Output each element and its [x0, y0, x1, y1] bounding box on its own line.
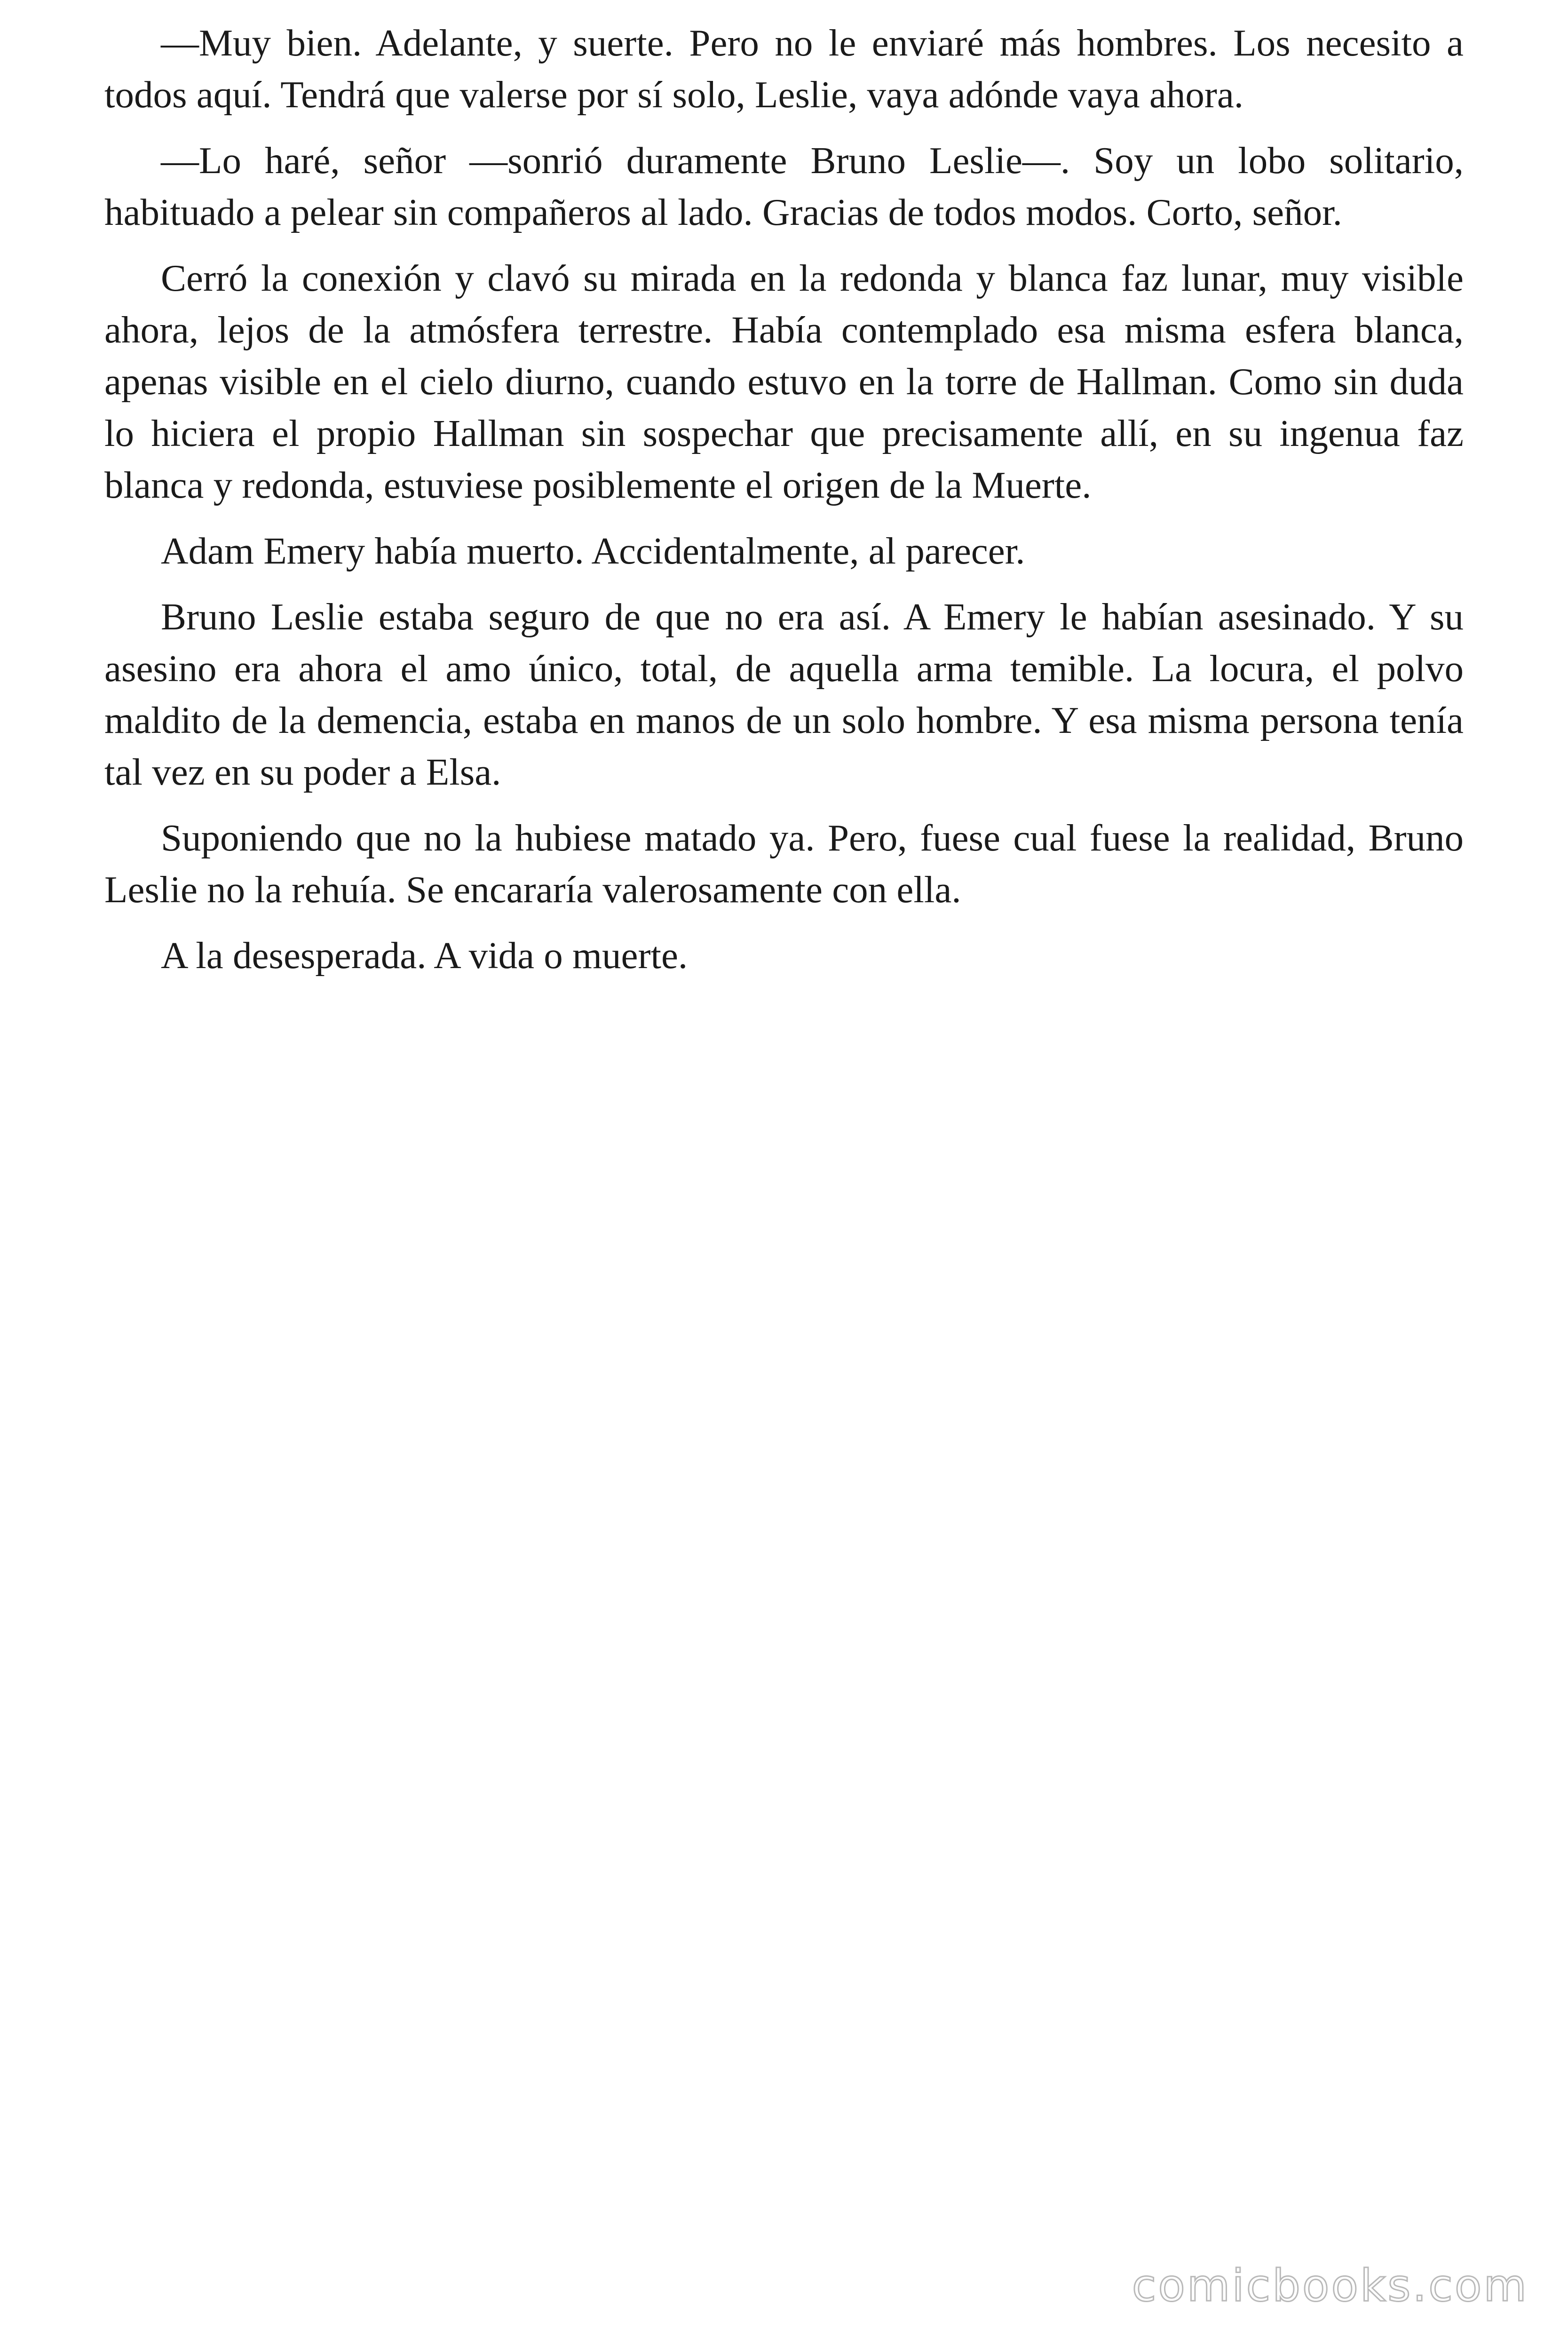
paragraph-7: A la desesperada. A vida o muerte. [161, 934, 688, 977]
paragraph-1: —Muy bien. Adelante, y suerte. Pero no le enviaré más hombres. Los necesito a todos aquí. Tendrá que valerse por sí solo, Leslie, vaya adónde vaya ahora. [104, 22, 1464, 116]
paragraph-4: Adam Emery había muerto. Accidentalmente, al parecer. [161, 530, 1025, 572]
paragraph-6: Suponiendo que no la hubiese matado ya. Pero, fuese cual fuese la realidad, Bruno Leslie no la rehuía. Se encararía valerosamente con ella. [104, 817, 1464, 911]
paragraph-2: —Lo haré, señor —sonrió duramente Bruno Leslie—. Soy un lobo solitario, habituado a pelear sin compañeros al lado. Gracias de todos modos. Corto, señor. [104, 139, 1464, 233]
paragraph-5: Bruno Leslie estaba seguro de que no era así. A Emery le habían asesinado. Y su asesino era ahora el amo único, total, de aquella arma temible. La locura, el polvo maldito de la demencia, estaba en manos de un solo hombre. Y esa misma persona tenía tal vez en su poder a Elsa. [104, 596, 1464, 793]
watermark: comicbooks.com [1132, 2260, 1528, 2312]
text-body [104, 17, 1464, 995]
paragraph-3: Cerró la conexión y clavó su mirada en la redonda y blanca faz lunar, muy visible ahora, lejos de la atmósfera terrestre. Había contemplado esa misma esfera blanca, apenas visible en el cielo diurno, cuando estuvo en la torre de Hallman. Como sin duda lo hiciera el propio Hallman sin sospechar que precisamente allí, en su ingenua faz blanca y redonda, estuviese posiblemente el origen de la Muerte. [104, 257, 1464, 506]
